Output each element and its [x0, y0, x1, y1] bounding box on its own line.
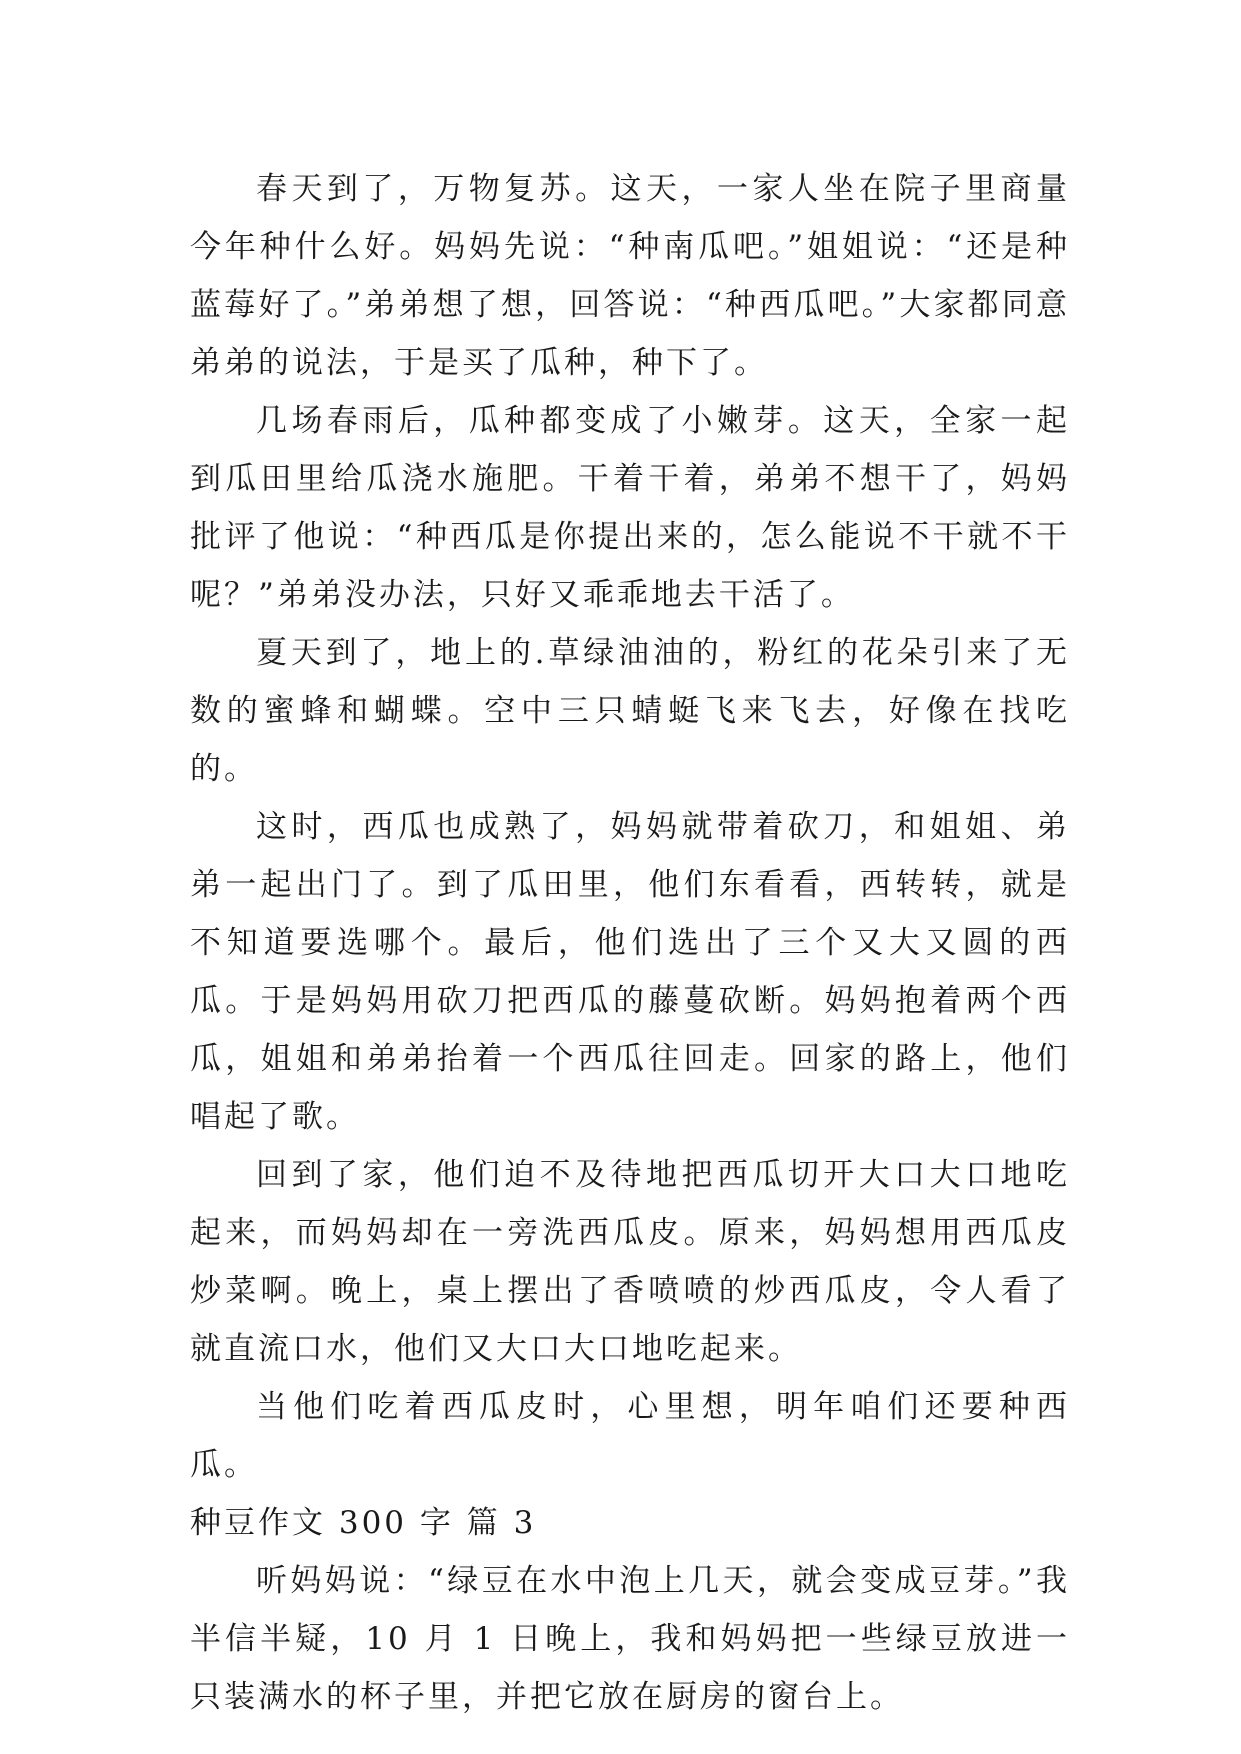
paragraph-7: 听妈妈说：“绿豆在水中泡上几天，就会变成豆芽。”我半信半疑，10 月 1 日晚上，我和妈妈把一些绿豆放进一只装满水的杯子里，并把它放在厨房的窗台上。	[190, 1563, 1070, 1715]
paragraph-3: 夏天到了，地上的.草绿油油的，粉红的花朵引来了无数的蜜蜂和蝴蝶。空中三只蜻蜓飞来飞去，好像在找吃的。	[190, 635, 1070, 787]
section-heading: 种豆作文 300 字 篇 3	[190, 1505, 537, 1541]
paragraph-5: 回到了家，他们迫不及待地把西瓜切开大口大口地吃起来，而妈妈却在一旁洗西瓜皮。原来，妈妈想用西瓜皮炒菜啊。晚上，桌上摆出了香喷喷的炒西瓜皮，令人看了就直流口水，他们又大口大口地吃起来。	[190, 1157, 1070, 1367]
paragraph-4: 这时，西瓜也成熟了，妈妈就带着砍刀，和姐姐、弟弟一起出门了。到了瓜田里，他们东看看，西转转，就是不知道要选哪个。最后，他们选出了三个又大又圆的西瓜。于是妈妈用砍刀把西瓜的藤蔓砍断。妈妈抱着两个西瓜，姐姐和弟弟抬着一个西瓜往回走。回家的路上，他们唱起了歌。	[190, 809, 1070, 1135]
paragraph-1: 春天到了，万物复苏。这天，一家人坐在院子里商量今年种什么好。妈妈先说：“种南瓜吧。”姐姐说：“还是种蓝莓好了。”弟弟想了想，回答说：“种西瓜吧。”大家都同意弟弟的说法，于是买了瓜种，种下了。	[190, 171, 1070, 381]
paragraph-2: 几场春雨后，瓜种都变成了小嫩芽。这天，全家一起到瓜田里给瓜浇水施肥。干着干着，弟弟不想干了，妈妈批评了他说：“种西瓜是你提出来的，怎么能说不干就不干呢？”弟弟没办法，只好又乖乖地去干活了。	[190, 403, 1070, 613]
document-body	[190, 160, 1070, 1726]
paragraph-6: 当他们吃着西瓜皮时，心里想，明年咱们还要种西瓜。	[190, 1389, 1070, 1483]
